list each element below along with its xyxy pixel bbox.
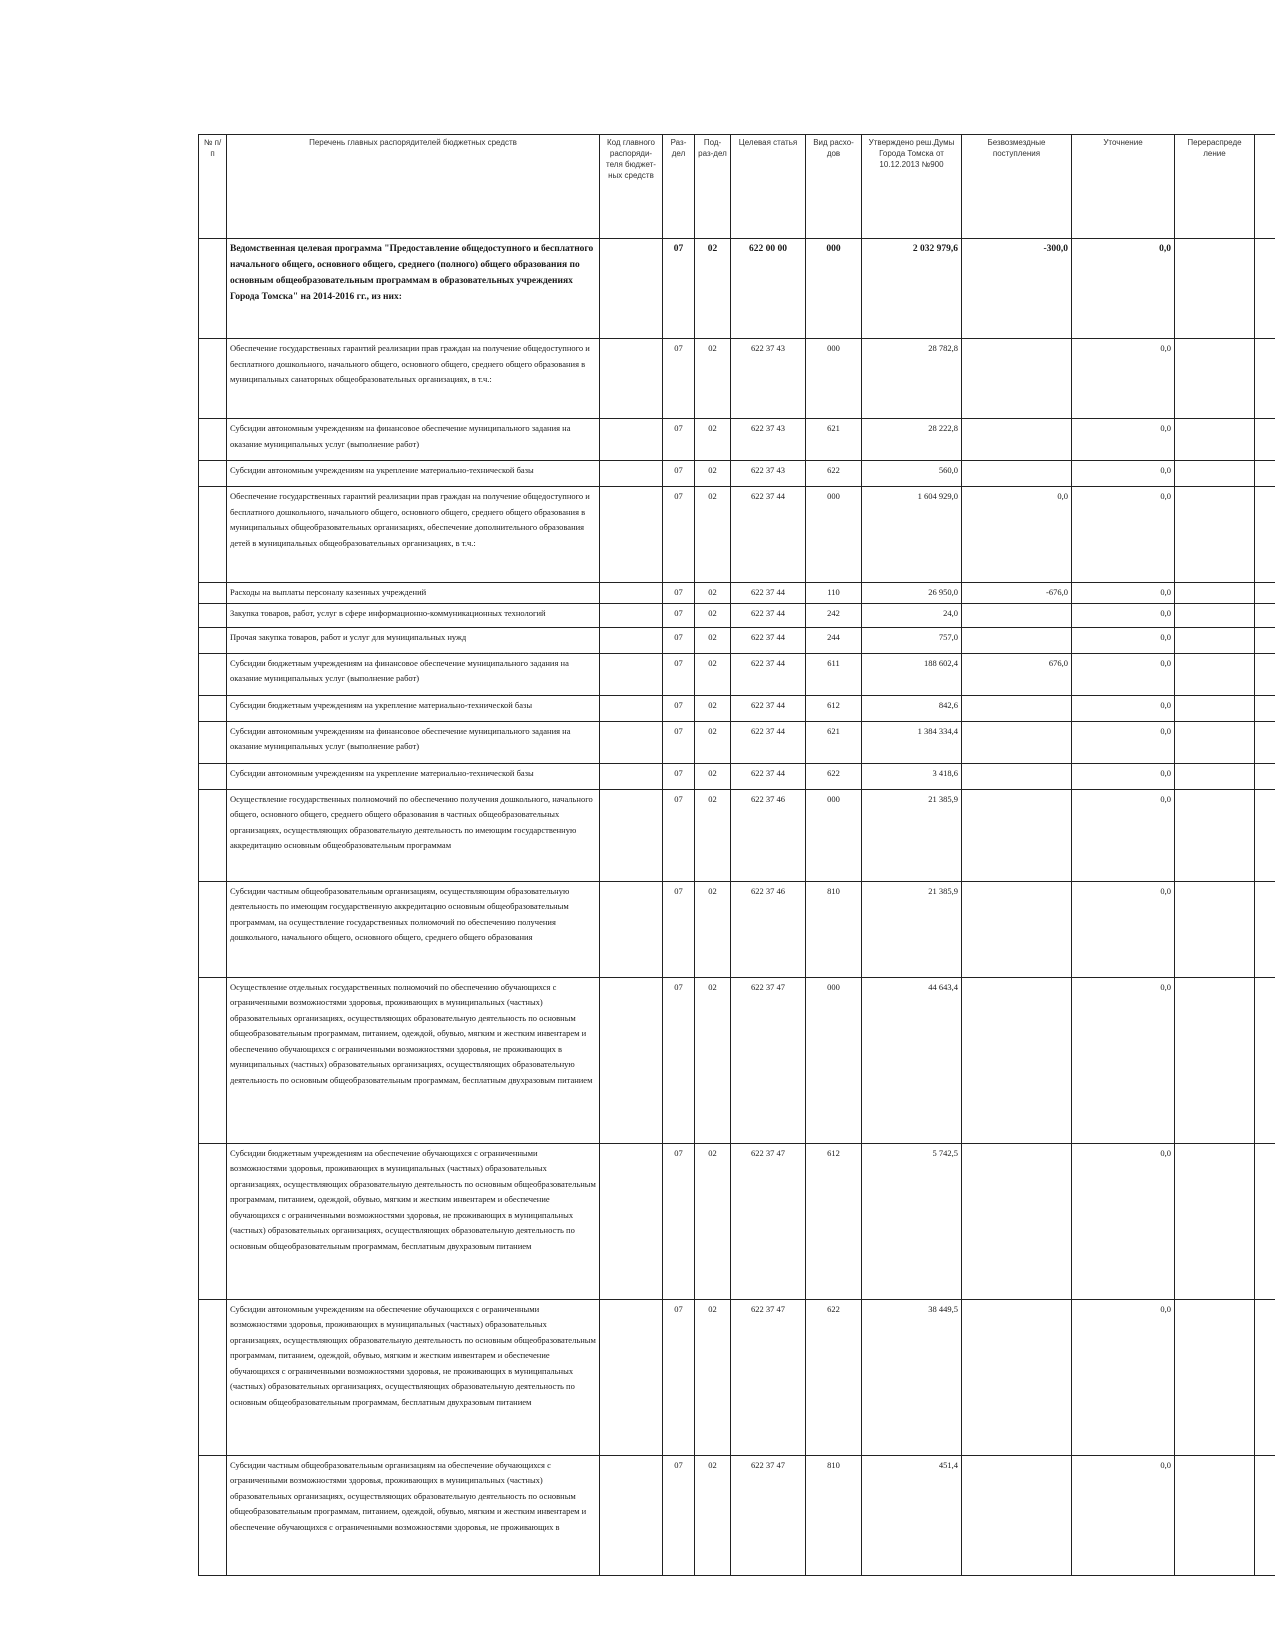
name-cell: Расходы на выплаты персоналу казенных учреждений [227, 583, 600, 604]
target-cell: 622 37 44 [731, 721, 806, 763]
code-cell [600, 487, 663, 583]
target-cell: 622 00 00 [731, 239, 806, 339]
vid-cell: 611 [806, 653, 862, 695]
code-cell [600, 339, 663, 419]
razdel-cell: 07 [663, 1143, 695, 1299]
podrazdel-cell: 02 [695, 461, 731, 487]
target-cell: 622 37 43 [731, 339, 806, 419]
code-cell [600, 721, 663, 763]
table-row [199, 603, 1275, 627]
code-cell [600, 977, 663, 1143]
podrazdel-cell: 02 [695, 339, 731, 419]
extra-cell [1255, 1455, 1275, 1575]
target-cell: 622 37 44 [731, 583, 806, 604]
podrazdel-cell: 02 [695, 1299, 731, 1455]
podrazdel-cell: 02 [695, 419, 731, 461]
redistr-cell [1175, 721, 1255, 763]
code-cell [600, 1143, 663, 1299]
redistr-cell [1175, 603, 1255, 627]
approved-cell: 451,4 [862, 1455, 962, 1575]
free-cell [962, 763, 1072, 789]
free-cell [962, 627, 1072, 653]
vid-cell: 000 [806, 239, 862, 339]
razdel-cell: 07 [663, 627, 695, 653]
approved-cell: 560,0 [862, 461, 962, 487]
table-row [199, 1299, 1275, 1455]
razdel-cell: 07 [663, 1455, 695, 1575]
code-cell [600, 653, 663, 695]
podrazdel-cell: 02 [695, 721, 731, 763]
table-row [199, 627, 1275, 653]
approved-cell: 5 742,5 [862, 1143, 962, 1299]
table-row [199, 339, 1275, 419]
clarif-cell: 0,0 [1072, 789, 1175, 881]
target-cell: 622 37 44 [731, 695, 806, 721]
podrazdel-cell: 02 [695, 977, 731, 1143]
num-cell [199, 1299, 227, 1455]
header-approved: Утверждено реш.Думы Города Томска от 10.12.2013 №900 [862, 135, 962, 239]
vid-cell: 810 [806, 881, 862, 977]
target-cell: 622 37 44 [731, 487, 806, 583]
target-cell: 622 37 43 [731, 419, 806, 461]
header-podrazdel: Под-раз-дел [695, 135, 731, 239]
clarif-cell: 0,0 [1072, 763, 1175, 789]
name-cell: Субсидии автономным учреждениям на обеспечение обучающихся с ограниченными возможностями здоровья, проживающих в муниципальных (частных) образовательных организациях, осуществляющих образовательную деятельность по основным общеобразовательным программам, питанием, одеждой, обувью, мягким и жестким инвентарем и обеспечение обучающихся с ограниченными возможностями здоровья, не проживающих в муниципальных (частных) образовательных организациях, осуществляющих образовательную деятельность по основным общеобразовательным программам, бесплатным двухразовым питанием [227, 1299, 600, 1455]
name-cell: Субсидии автономным учреждениям на укрепление материально-технической базы [227, 461, 600, 487]
approved-cell: 24,0 [862, 603, 962, 627]
razdel-cell: 07 [663, 487, 695, 583]
table-row [199, 977, 1275, 1143]
clarif-cell: 0,0 [1072, 461, 1175, 487]
target-cell: 622 37 44 [731, 603, 806, 627]
vid-cell: 621 [806, 419, 862, 461]
free-cell [962, 977, 1072, 1143]
name-cell: Осуществление государственных полномочий по обеспечению получения дошкольного, начального общего, основного общего, среднего общего образования в частных общеобразовательных организациях, осуществляющих образовательную деятельность по имеющим государственную аккредитацию основным общеобразовательным программам [227, 789, 600, 881]
vid-cell: 621 [806, 721, 862, 763]
table-row [199, 721, 1275, 763]
budget-table [198, 134, 1275, 1576]
podrazdel-cell: 02 [695, 583, 731, 604]
clarif-cell: 0,0 [1072, 653, 1175, 695]
free-cell: 676,0 [962, 653, 1072, 695]
free-cell [962, 1143, 1072, 1299]
razdel-cell: 07 [663, 339, 695, 419]
extra-cell [1255, 419, 1275, 461]
razdel-cell: 07 [663, 1299, 695, 1455]
clarif-cell: 0,0 [1072, 1143, 1175, 1299]
razdel-cell: 07 [663, 695, 695, 721]
razdel-cell: 07 [663, 763, 695, 789]
table-row [199, 583, 1275, 604]
name-cell: Субсидии автономным учреждениям на укрепление материально-технической базы [227, 763, 600, 789]
code-cell [600, 603, 663, 627]
table-row [199, 881, 1275, 977]
header-vid: Вид расхо-дов [806, 135, 862, 239]
vid-cell: 810 [806, 1455, 862, 1575]
extra-cell [1255, 763, 1275, 789]
approved-cell: 21 385,9 [862, 789, 962, 881]
extra-cell [1255, 1299, 1275, 1455]
redistr-cell [1175, 1143, 1255, 1299]
clarif-cell: 0,0 [1072, 695, 1175, 721]
clarif-cell: 0,0 [1072, 627, 1175, 653]
approved-cell: 21 385,9 [862, 881, 962, 977]
name-cell: Субсидии частным общеобразовательным организациям на обеспечение обучающихся с ограниченными возможностями здоровья, проживающих в муниципальных (частных) образовательных организациях, осуществляющих образовательную деятельность по основным общеобразовательным программам, питанием, одеждой, обувью, мягким и жестким инвентарем и обеспечение обучающихся с ограниченными возможностями здоровья, не проживающих в [227, 1455, 600, 1575]
num-cell [199, 763, 227, 789]
podrazdel-cell: 02 [695, 1455, 731, 1575]
header-code: Код главного распоряди-теля бюджет-ных средств [600, 135, 663, 239]
target-cell: 622 37 46 [731, 881, 806, 977]
num-cell [199, 239, 227, 339]
free-cell [962, 419, 1072, 461]
header-razdel: Раз-дел [663, 135, 695, 239]
extra-cell [1255, 603, 1275, 627]
header-target: Целевая статья [731, 135, 806, 239]
extra-cell [1255, 1143, 1275, 1299]
code-cell [600, 789, 663, 881]
approved-cell: 1 604 929,0 [862, 487, 962, 583]
vid-cell: 000 [806, 339, 862, 419]
free-cell [962, 881, 1072, 977]
num-cell [199, 721, 227, 763]
approved-cell: 44 643,4 [862, 977, 962, 1143]
target-cell: 622 37 44 [731, 627, 806, 653]
redistr-cell [1175, 695, 1255, 721]
num-cell [199, 881, 227, 977]
extra-cell [1255, 239, 1275, 339]
redistr-cell [1175, 339, 1255, 419]
num-cell [199, 419, 227, 461]
table-row [199, 763, 1275, 789]
approved-cell: 38 449,5 [862, 1299, 962, 1455]
table-row [199, 695, 1275, 721]
podrazdel-cell: 02 [695, 653, 731, 695]
extra-cell [1255, 461, 1275, 487]
name-cell: Субсидии бюджетным учреждениям на обеспечение обучающихся с ограниченными возможностями здоровья, проживающих в муниципальных (частных) образовательных организациях, осуществляющих образовательную деятельность по основным общеобразовательным программам, питанием, одеждой, обувью, мягким и жестким инвентарем и обеспечение обучающихся с ограниченными возможностями здоровья, не проживающих в муниципальных (частных) образовательных организациях, осуществляющих образовательную деятельность по основным общеобразовательным программам, бесплатным двухразовым питанием [227, 1143, 600, 1299]
redistr-cell [1175, 881, 1255, 977]
target-cell: 622 37 47 [731, 1299, 806, 1455]
clarif-cell: 0,0 [1072, 1299, 1175, 1455]
redistr-cell [1175, 583, 1255, 604]
header-num: № п/п [199, 135, 227, 239]
podrazdel-cell: 02 [695, 603, 731, 627]
redistr-cell [1175, 977, 1255, 1143]
name-cell: Субсидии бюджетным учреждениям на финансовое обеспечение муниципального задания на оказание муниципальных услуг (выполнение работ) [227, 653, 600, 695]
extra-cell [1255, 583, 1275, 604]
free-cell [962, 1299, 1072, 1455]
free-cell: -300,0 [962, 239, 1072, 339]
redistr-cell [1175, 487, 1255, 583]
vid-cell: 622 [806, 763, 862, 789]
table-row [199, 1143, 1275, 1299]
num-cell [199, 339, 227, 419]
podrazdel-cell: 02 [695, 789, 731, 881]
code-cell [600, 419, 663, 461]
extra-cell [1255, 695, 1275, 721]
razdel-cell: 07 [663, 603, 695, 627]
free-cell [962, 695, 1072, 721]
header-name: Перечень главных распорядителей бюджетных средств [227, 135, 600, 239]
clarif-cell: 0,0 [1072, 881, 1175, 977]
extra-cell [1255, 721, 1275, 763]
vid-cell: 622 [806, 461, 862, 487]
razdel-cell: 07 [663, 419, 695, 461]
code-cell [600, 695, 663, 721]
razdel-cell: 07 [663, 653, 695, 695]
podrazdel-cell: 02 [695, 487, 731, 583]
clarif-cell: 0,0 [1072, 977, 1175, 1143]
approved-cell: 28 782,8 [862, 339, 962, 419]
code-cell [600, 881, 663, 977]
redistr-cell [1175, 763, 1255, 789]
podrazdel-cell: 02 [695, 239, 731, 339]
code-cell [600, 583, 663, 604]
num-cell [199, 487, 227, 583]
clarif-cell: 0,0 [1072, 339, 1175, 419]
redistr-cell [1175, 419, 1255, 461]
vid-cell: 612 [806, 695, 862, 721]
vid-cell: 110 [806, 583, 862, 604]
num-cell [199, 627, 227, 653]
extra-cell [1255, 339, 1275, 419]
approved-cell: 188 602,4 [862, 653, 962, 695]
free-cell [962, 603, 1072, 627]
razdel-cell: 07 [663, 789, 695, 881]
target-cell: 622 37 46 [731, 789, 806, 881]
num-cell [199, 789, 227, 881]
extra-cell [1255, 977, 1275, 1143]
name-cell: Ведомственная целевая программа "Предоставление общедоступного и бесплатного начального общего, основного общего, среднего (полного) общего образования по основным общеобразовательным программам в образовательных учреждениях Города Томска" на 2014-2016 гг., из них: [227, 239, 600, 339]
header-clarif: Уточнение [1072, 135, 1175, 239]
target-cell: 622 37 44 [731, 763, 806, 789]
razdel-cell: 07 [663, 583, 695, 604]
vid-cell: 612 [806, 1143, 862, 1299]
num-cell [199, 1143, 227, 1299]
vid-cell: 622 [806, 1299, 862, 1455]
header-free: Безвозмездные поступления [962, 135, 1072, 239]
code-cell [600, 239, 663, 339]
table-row [199, 239, 1275, 339]
extra-cell [1255, 881, 1275, 977]
header-redistr: Перераспреде ление [1175, 135, 1255, 239]
target-cell: 622 37 43 [731, 461, 806, 487]
redistr-cell [1175, 789, 1255, 881]
num-cell [199, 695, 227, 721]
podrazdel-cell: 02 [695, 881, 731, 977]
approved-cell: 842,6 [862, 695, 962, 721]
code-cell [600, 1455, 663, 1575]
razdel-cell: 07 [663, 721, 695, 763]
num-cell [199, 583, 227, 604]
clarif-cell: 0,0 [1072, 239, 1175, 339]
clarif-cell: 0,0 [1072, 1455, 1175, 1575]
table-row [199, 653, 1275, 695]
clarif-cell: 0,0 [1072, 419, 1175, 461]
table-row [199, 419, 1275, 461]
redistr-cell [1175, 461, 1255, 487]
name-cell: Обеспечение государственных гарантий реализации прав граждан на получение общедоступного и бесплатного дошкольного, начального общего, основного общего, среднего общего образования в муниципальных общеобразовательных организациях, обеспечение дополнительного образования детей в муниципальных общеобразовательных организациях, в т.ч.: [227, 487, 600, 583]
razdel-cell: 07 [663, 461, 695, 487]
name-cell: Обеспечение государственных гарантий реализации прав граждан на получение общедоступного и бесплатного дошкольного, начального общего, основного общего, среднего общего образования в муниципальных санаторных общеобразовательных организациях, в т.ч.: [227, 339, 600, 419]
free-cell [962, 721, 1072, 763]
free-cell: 0,0 [962, 487, 1072, 583]
podrazdel-cell: 02 [695, 1143, 731, 1299]
redistr-cell [1175, 1455, 1255, 1575]
table-row [199, 461, 1275, 487]
podrazdel-cell: 02 [695, 695, 731, 721]
approved-cell: 26 950,0 [862, 583, 962, 604]
approved-cell: 2 032 979,6 [862, 239, 962, 339]
code-cell [600, 627, 663, 653]
approved-cell: 1 384 334,4 [862, 721, 962, 763]
table-row [199, 487, 1275, 583]
code-cell [600, 461, 663, 487]
razdel-cell: 07 [663, 977, 695, 1143]
redistr-cell [1175, 653, 1255, 695]
name-cell: Субсидии автономным учреждениям на финансовое обеспечение муниципального задания на оказание муниципальных услуг (выполнение работ) [227, 721, 600, 763]
num-cell [199, 977, 227, 1143]
clarif-cell: 0,0 [1072, 583, 1175, 604]
num-cell [199, 603, 227, 627]
vid-cell: 242 [806, 603, 862, 627]
name-cell: Субсидии частным общеобразовательным организациям, осуществляющим образовательную деятельность по имеющим государственную аккредитацию основным общеобразовательным программам, на осуществление государственных полномочий по обеспечению получения дошкольного, начального общего, основного общего, среднего общего образования [227, 881, 600, 977]
clarif-cell: 0,0 [1072, 603, 1175, 627]
free-cell: -676,0 [962, 583, 1072, 604]
extra-cell [1255, 789, 1275, 881]
clarif-cell: 0,0 [1072, 721, 1175, 763]
num-cell [199, 461, 227, 487]
header-extra [1255, 135, 1275, 239]
podrazdel-cell: 02 [695, 627, 731, 653]
name-cell: Закупка товаров, работ, услуг в сфере информационно-коммуникационных технологий [227, 603, 600, 627]
vid-cell: 000 [806, 789, 862, 881]
num-cell [199, 653, 227, 695]
target-cell: 622 37 47 [731, 1143, 806, 1299]
extra-cell [1255, 627, 1275, 653]
redistr-cell [1175, 239, 1255, 339]
name-cell: Осуществление отдельных государственных полномочий по обеспечению обучающихся с ограниченными возможностями здоровья, проживающих в муниципальных (частных) образовательных организациях, осуществляющих образовательную деятельность по основным общеобразовательным программам, питанием, одеждой, обувью, мягким и жестким инвентарем и обеспечению обучающихся с ограниченными возможностями здоровья, не проживающих в муниципальных (частных) образовательных организациях, осуществляющих образовательную деятельность по основным общеобразовательным программам, бесплатным двухразовым питанием [227, 977, 600, 1143]
name-cell: Субсидии бюджетным учреждениям на укрепление материально-технической базы [227, 695, 600, 721]
vid-cell: 000 [806, 487, 862, 583]
table-header-row [199, 135, 1275, 239]
extra-cell [1255, 653, 1275, 695]
redistr-cell [1175, 1299, 1255, 1455]
free-cell [962, 339, 1072, 419]
target-cell: 622 37 47 [731, 1455, 806, 1575]
code-cell [600, 763, 663, 789]
table-row [199, 789, 1275, 881]
free-cell [962, 789, 1072, 881]
extra-cell [1255, 487, 1275, 583]
clarif-cell: 0,0 [1072, 487, 1175, 583]
table-row [199, 1455, 1275, 1575]
redistr-cell [1175, 627, 1255, 653]
vid-cell: 000 [806, 977, 862, 1143]
name-cell: Субсидии автономным учреждениям на финансовое обеспечение муниципального задания на оказание муниципальных услуг (выполнение работ) [227, 419, 600, 461]
razdel-cell: 07 [663, 881, 695, 977]
target-cell: 622 37 44 [731, 653, 806, 695]
target-cell: 622 37 47 [731, 977, 806, 1143]
budget-table-sheet [198, 134, 1275, 1576]
approved-cell: 3 418,6 [862, 763, 962, 789]
num-cell [199, 1455, 227, 1575]
podrazdel-cell: 02 [695, 763, 731, 789]
free-cell [962, 461, 1072, 487]
razdel-cell: 07 [663, 239, 695, 339]
name-cell: Прочая закупка товаров, работ и услуг для муниципальных нужд [227, 627, 600, 653]
code-cell [600, 1299, 663, 1455]
approved-cell: 757,0 [862, 627, 962, 653]
free-cell [962, 1455, 1072, 1575]
approved-cell: 28 222,8 [862, 419, 962, 461]
vid-cell: 244 [806, 627, 862, 653]
